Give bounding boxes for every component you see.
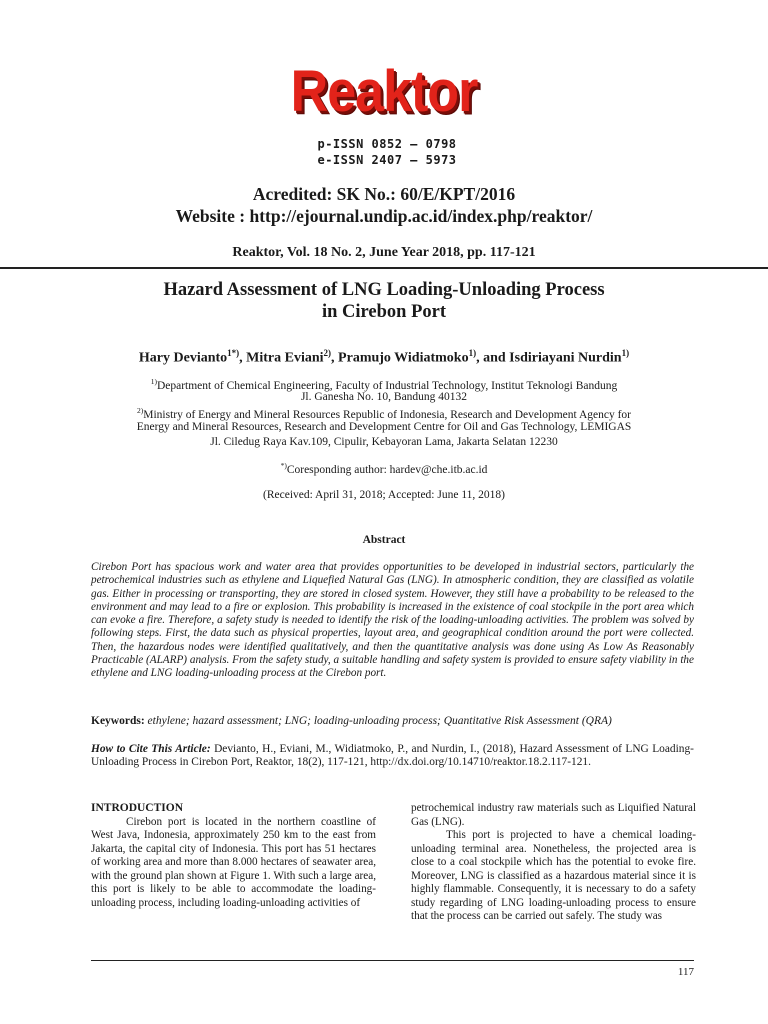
accreditation: Acredited: SK No.: 60/E/KPT/2016 bbox=[252, 184, 516, 204]
p-issn: p-ISSN 0852 – 0798 bbox=[317, 137, 457, 151]
keywords-list: ethylene; hazard assessment; LNG; loading-unloading process; Quantitative Risk Assessment (QRA) bbox=[147, 715, 612, 727]
author-affiliation-mark: 1*) bbox=[227, 348, 240, 358]
author-affiliation-mark: 1) bbox=[468, 348, 477, 358]
affiliation-mark: 2) bbox=[136, 406, 144, 415]
author-name: Hary Devianto bbox=[138, 350, 228, 366]
citation bbox=[91, 743, 694, 770]
abstract-text: Cirebon Port has spacious work and water area that provides opportunities to be developed in industrial sectors, particularly the petrochemical industries such as ethylene and Liquefied Natural Gas (LNG). In atmospheric condition, they are classified as volatile gas. Either in processing or transporting, they are stored in closed system. However, they still have a probability to be released to the environment and may lead to a fire or explosion. This probability is increased in the existence of coal stockpile in the port area which can evoke a fire. Therefore, a safety study is needed to identify the risk of the loading-unloading activities. The problem was solved by following steps. First, the data such as physical properties, layout area, and geographical condition around the port were collected. Then, the hazardous nodes were identified qualitatively, and then the quantitative analysis was done using As Low As Reasonably Practicable (ALARP) analysis. From the safety study, a suitable handling and safety system is provided to ensure safety viability in the ethylene and LNG loading-unloading process at the Cirebon port. bbox=[91, 561, 694, 680]
author-name: Isdiriayani Nurdin bbox=[509, 350, 622, 366]
author-separator: , and bbox=[476, 350, 510, 366]
volume-line: Reaktor, Vol. 18 No. 2, June Year 2018, pp. 117-121 bbox=[232, 245, 536, 260]
citation-text: Devianto, H., Eviani, M., Widiatmoko, P., and Nurdin, I., (2018), Hazard Assessment of LNG Loading-Unloading Process in Cirebon Port, Reaktor, 18(2), 117-121, http://dx.doi.org/10.14710/reaktor.18.2.117-121. bbox=[91, 743, 694, 769]
affiliation-1-line2: Jl. Ganesha No. 10, Bandung 40132 bbox=[300, 391, 468, 403]
e-issn: e-ISSN 2407 – 5973 bbox=[317, 153, 457, 167]
journal-logo: Reaktor bbox=[290, 59, 478, 125]
body-column-left bbox=[91, 802, 376, 910]
affiliation-mark: 1) bbox=[150, 377, 157, 386]
citation-label: How to Cite This Article: bbox=[91, 743, 211, 755]
author-name: Pramujo Widiatmoko bbox=[338, 350, 469, 366]
body-column-right bbox=[411, 802, 696, 924]
author-name: Mitra Eviani bbox=[246, 350, 324, 366]
affiliation-2-line3: Jl. Ciledug Raya Kav.109, Cipulir, Kebayoran Lama, Jakarta Selatan 12230 bbox=[210, 436, 558, 448]
author-affiliation-mark: 1) bbox=[621, 348, 630, 358]
footer-divider bbox=[91, 960, 694, 961]
header-divider bbox=[0, 267, 768, 269]
received-accepted: (Received: April 31, 2018; Accepted: June 11, 2018) bbox=[263, 489, 505, 501]
corresponding-author: *)Coresponding author: hardev@che.itb.ac.id bbox=[280, 461, 488, 476]
article-title-line1: Hazard Assessment of LNG Loading-Unloading Process bbox=[163, 280, 605, 300]
page-number: 117 bbox=[677, 966, 694, 978]
affiliation-2-line1: $^{2)}$Ministry of Energy and Mineral Resources Republic of Indonesia, Research and Development Agency for bbox=[136, 406, 631, 421]
paragraph: petrochemical industry raw materials such as Liquified Natural Gas (LNG). bbox=[411, 802, 696, 828]
corresponding-mark: *) bbox=[280, 461, 287, 470]
keywords bbox=[91, 715, 694, 727]
affiliation-1-line1: $^{1)}$Department of Chemical Engineering, Faculty of Industrial Technology, Institut Teknologi Bandung bbox=[150, 377, 618, 392]
author-separator: , bbox=[239, 350, 247, 366]
keywords-label: Keywords: bbox=[91, 715, 145, 727]
abstract-heading: Abstract bbox=[362, 534, 406, 546]
paragraph: This port is projected to have a chemical loading-unloading terminal area. Nonetheless, the projected area is close to a coal stockpile which has the potential to evoke fire. Moreover, LNG is classified as a hazardous material since it is highly flammable. Consequently, it is necessary to do a safety study regarding of LNG loading-unloading process to ensure that the process can be carried out safely. The study was bbox=[411, 829, 696, 922]
affiliation-2-line2: Energy and Mineral Resources, Research and Development Centre for Oil and Gas Technology, LEMIGAS bbox=[136, 421, 632, 433]
section-heading-introduction: INTRODUCTION bbox=[91, 802, 184, 814]
website: Website : http://ejournal.undip.ac.id/index.php/reaktor/ bbox=[175, 206, 593, 226]
paragraph: Cirebon port is located in the northern coastline of West Java, Indonesia, approximately 250 km to the east from Jakarta, the capital city of Indonesia. This port has 51 hectares of working area and more than 8.000 hectares of seawater area, with the ground plan shown at Figure 1. With such a large area, this port is likely to be able to accommodate the loading-unloading process, including loading-unloading activities of bbox=[91, 815, 376, 909]
author-list bbox=[0, 348, 768, 367]
author-separator: , bbox=[331, 350, 339, 366]
author-affiliation-mark: 2) bbox=[323, 348, 332, 358]
article-title-line2: in Cirebon Port bbox=[321, 302, 447, 322]
